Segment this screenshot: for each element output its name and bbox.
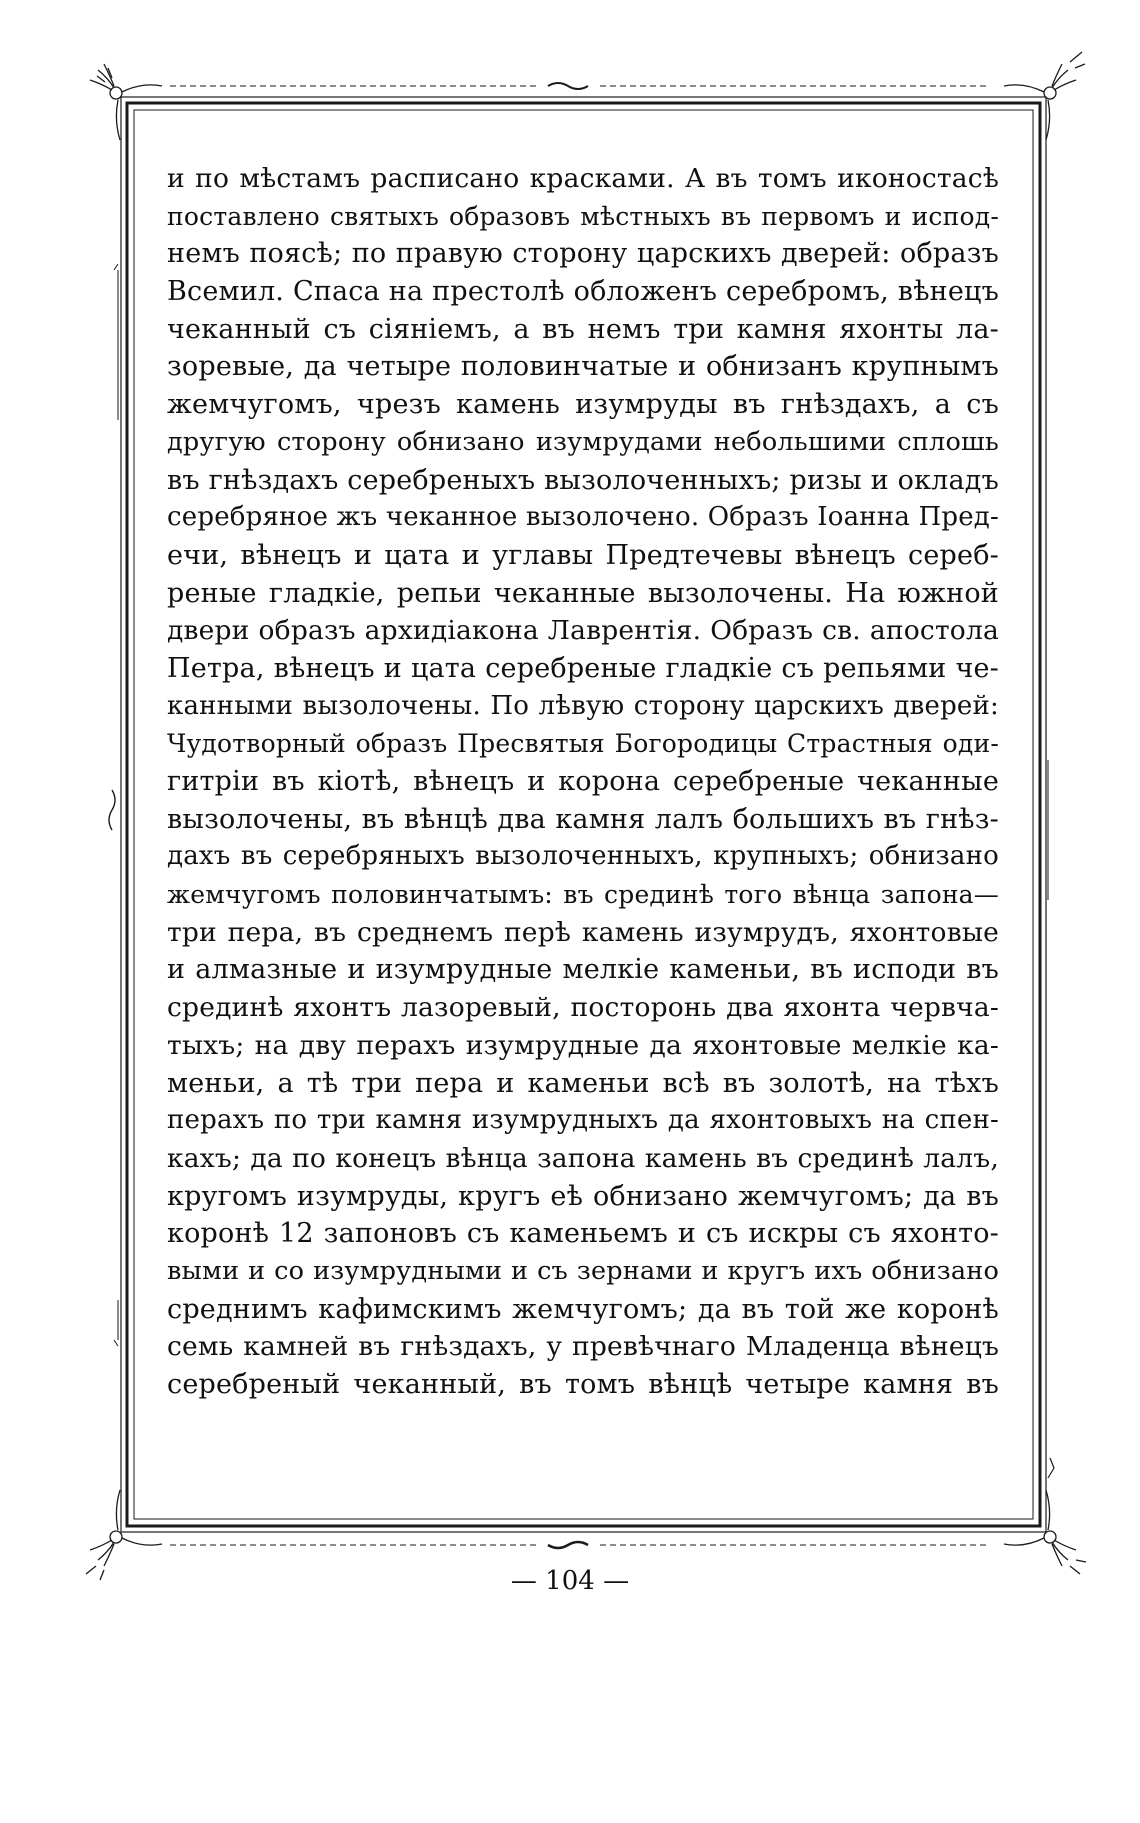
text-line: гитріи въ кіотѣ, вѣнецъ и корона серебреные чеканные [167, 766, 999, 797]
text-line: дахъ въ серебряныхъ вызолоченныхъ, крупныхъ; обнизано [167, 841, 999, 872]
body-text [167, 160, 999, 1404]
text-line: выми и со изумрудными и съ зернами и кругъ ихъ обнизано [167, 1255, 999, 1286]
text-line: Всемил. Спаса на престолѣ обложенъ серебромъ, вѣнецъ [167, 276, 999, 308]
text-line: немъ поясѣ; по правую сторону царскихъ дверей: образъ [167, 238, 999, 270]
text-line: Петра, вѣнецъ и цата серебреные гладкіе съ репьями че- [167, 652, 999, 684]
left-side-mark-lower [114, 1300, 118, 1346]
corner-ornament-top-right [1004, 52, 1085, 140]
text-line: тыхъ; на дву перахъ изумрудные да яхонтовые мелкіе ка- [167, 1029, 999, 1061]
text-line: три пера, въ среднемъ перѣ камень изумрудъ, яхонтовые [167, 916, 999, 948]
bottom-center-flourish [548, 1542, 588, 1548]
top-center-flourish [548, 83, 588, 89]
text-line: срединѣ яхонтъ лазоревый, посторонь два яхонта червча- [167, 992, 999, 1024]
text-line: зоревые, да четыре половинчатые и обнизанъ крупнымъ [167, 351, 999, 383]
text-line: поставлено святыхъ образовъ мѣстныхъ въ первомъ и испод- [167, 201, 999, 231]
text-line: среднимъ кафимскимъ жемчугомъ; да въ той же коронѣ [167, 1293, 999, 1325]
text-line: Чудотворный образъ Пресвятыя Богородицы Страстныя оди- [167, 729, 999, 759]
text-line: серебряное жъ чеканное вызолочено. Образъ Іоанна Пред- [167, 502, 999, 533]
text-line: и алмазные и изумрудные мелкіе каменьи, въ исподи въ [167, 954, 999, 986]
text-line: жемчугомъ, чрезъ камень изумруды въ гнѣздахъ, а съ [167, 389, 999, 421]
left-side-mark-upper [114, 264, 118, 420]
text-line: двери образъ архидіакона Лаврентія. Образъ св. апостола [167, 615, 999, 647]
text-line: реные гладкіе, репьи чеканные вызолочены. На южной [167, 577, 999, 609]
text-line: жемчугомъ половинчатымъ: въ срединѣ того вѣнца запона— [167, 880, 999, 910]
text-line: меньи, а тѣ три пера и каменьи всѣ въ золотѣ, на тѣхъ [167, 1067, 999, 1099]
page-number: — 104 — [510, 1566, 630, 1596]
text-line: вызолочены, въ вѣнцѣ два камня лалъ большихъ въ гнѣз- [167, 803, 999, 835]
text-line: перахъ по три камня изумрудныхъ да яхонтовыхъ на спен- [167, 1105, 999, 1136]
text-line: въ гнѣздахъ серебреныхъ вызолоченныхъ; ризы и окладъ [167, 464, 999, 496]
text-line: серебреный чеканный, въ томъ вѣнцѣ четыре камня въ [167, 1369, 999, 1400]
right-side-ornament-lower [1048, 1458, 1054, 1478]
text-line: канными вызолочены. По лѣвую сторону царскихъ дверей: [167, 690, 999, 721]
text-line: чеканный съ сіяніемъ, а въ немъ три камня яхонты ла- [167, 313, 999, 345]
left-side-ornament-middle [109, 790, 115, 830]
text-line: другую сторону обнизано изумрудами небольшими сплошь [167, 426, 999, 457]
text-line: коронѣ 12 запоновъ съ каменьемъ и съ искры съ яхонто- [167, 1218, 999, 1250]
text-line: семь камней въ гнѣздахъ, у превѣчнаго Младенца вѣнецъ [167, 1331, 999, 1363]
text-line: ечи, вѣнецъ и цата и углавы Предтечевы вѣнецъ сереб- [167, 539, 999, 571]
text-line: кахъ; да по конецъ вѣнца запона камень въ срединѣ лалъ, [167, 1142, 999, 1174]
text-line: и по мѣстамъ расписано красками. А въ томъ иконостасѣ [167, 163, 999, 194]
text-line: кругомъ изумруды, кругъ еѣ обнизано жемчугомъ; да въ [167, 1180, 999, 1212]
